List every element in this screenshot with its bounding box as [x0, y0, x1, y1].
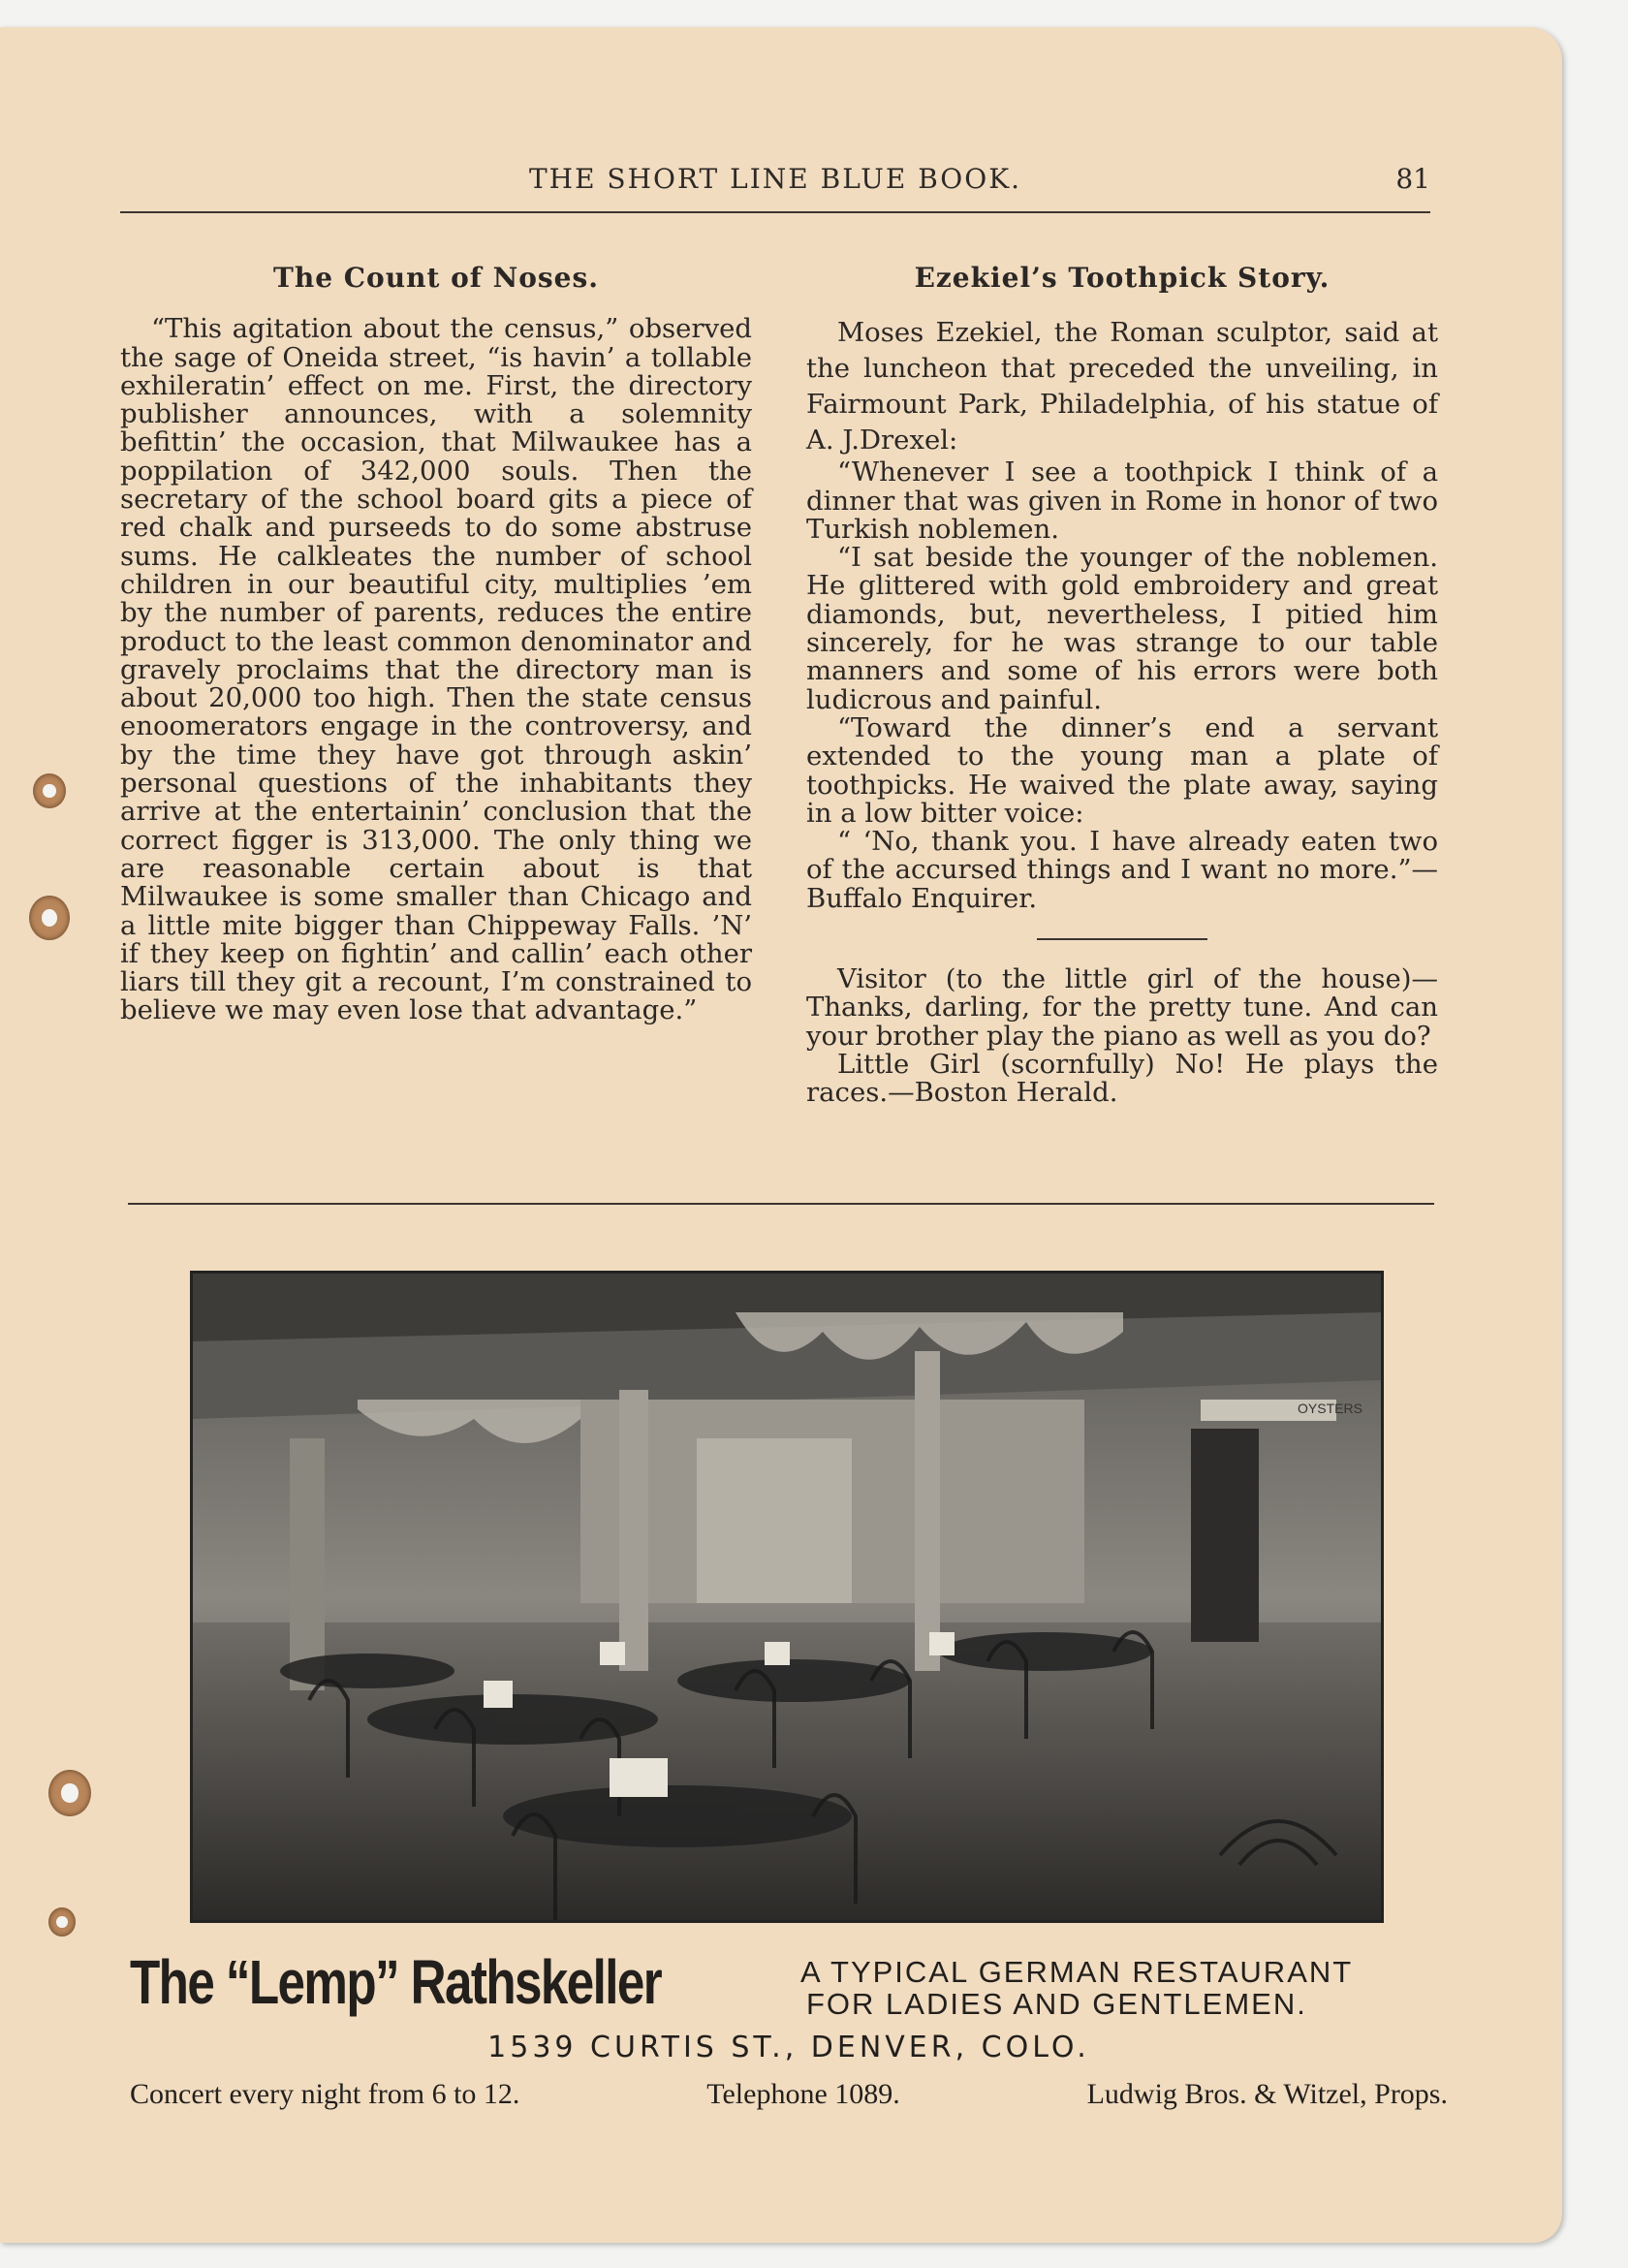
restaurant-interior-image [193, 1274, 1381, 1920]
article-heading: The Count of Noses. [273, 262, 599, 294]
restaurant-photo [190, 1271, 1384, 1923]
article-paragraph: Moses Ezekiel, the Roman sculptor, said at the luncheon that preceded the unveiling, in Fairmount Park, Philadelphia, of his statue of A. J.Drexel: [806, 317, 1438, 457]
binding-hole [48, 1907, 76, 1937]
page-number: 81 [1395, 163, 1430, 195]
telephone: Telephone 1089. [706, 2078, 900, 2110]
concert-hours: Concert every night from 6 to 12. [130, 2078, 520, 2110]
article-paragraph: “I sat beside the younger of the noblemen. He glittered with gold embroidery and great diamonds, but, nevertheless, I pitied him sincerely, for he was strange to our table manners and some of his errors were both ludicrous and painful. [806, 542, 1438, 715]
restaurant-tagline [800, 1956, 1353, 2020]
joke-paragraph: Little Girl (scornfully) No! He plays the races.—Boston Herald. [806, 1048, 1438, 1109]
oysters-sign: OYSTERS [1298, 1401, 1362, 1416]
section-divider [1037, 938, 1207, 940]
article-paragraph: “ ‘No, thank you. I have already eaten two of the accursed things and I want no more.”—Buffalo Enquirer. [806, 826, 1438, 914]
joke-paragraph: Visitor (to the little girl of the house)—Thanks, darling, for the pretty tune. And can your brother play the piano as well as you do? [806, 963, 1438, 1052]
article-paragraph: “Whenever I see a toothpick I think of a dinner that was given in Rome in honor of two Turkish noblemen. [806, 457, 1438, 545]
binding-hole [33, 773, 66, 808]
restaurant-name: The “Lemp” Rathskeller [130, 1947, 662, 2017]
article-paragraph: “Toward the dinner’s end a servant extended to the young man a plate of toothpicks. He waived the plate away, saying in a low bitter voice: [806, 711, 1438, 829]
restaurant-address: 1539 CURTIS ST., DENVER, COLO. [487, 2031, 1090, 2064]
tagline-line-2: FOR LADIES AND GENTLEMEN. [806, 1987, 1307, 2021]
binding-hole [48, 1770, 91, 1816]
tagline-line-1: A TYPICAL GERMAN RESTAURANT [800, 1955, 1354, 1989]
ad-footer [130, 2078, 1448, 2111]
horizontal-rule [128, 1203, 1434, 1205]
right-article [806, 264, 1438, 1108]
article-paragraph: “This agitation about the census,” observed the sage of Oneida street, “is havin’ a tollable exhileratin’ effect on me. First, the directory publisher announces, with a solemnity befittin’ the occasion, that Milwaukee has a poppilation of 342,000 souls. Then the secretary of the school board gits a piece of red chalk and purseeds to do some abstruse sums. He calkleates the number of school children in our beautiful city, multiplies ’em by the number of parents, reduces the entire product to the least common denominator and gravely proclaims that the directory man is about 20,000 too high. Then the state census enoomerators engage in the controversy, and by the time they have got through askin’ personal questions of the inhabitants they arrive at the entertainin’ conclusion that the correct figger is 313,000. The only thing we are reasonable certain about is that Milwaukee is some smaller than Chicago and a little mite bigger than Chippeway Falls. ’N’ if they keep on fightin’ and callin’ each other liars till they git a recount, I’m constrained to believe we may even lose that advantage.” [120, 313, 752, 1026]
book-page [0, 27, 1562, 2243]
book-title: THE SHORT LINE BLUE BOOK. [528, 163, 1022, 195]
running-header [120, 163, 1430, 213]
left-article [120, 264, 752, 1025]
binding-hole [29, 896, 70, 940]
article-heading: Ezekiel’s Toothpick Story. [914, 262, 1331, 294]
proprietors: Ludwig Bros. & Witzel, Props. [1086, 2078, 1448, 2110]
